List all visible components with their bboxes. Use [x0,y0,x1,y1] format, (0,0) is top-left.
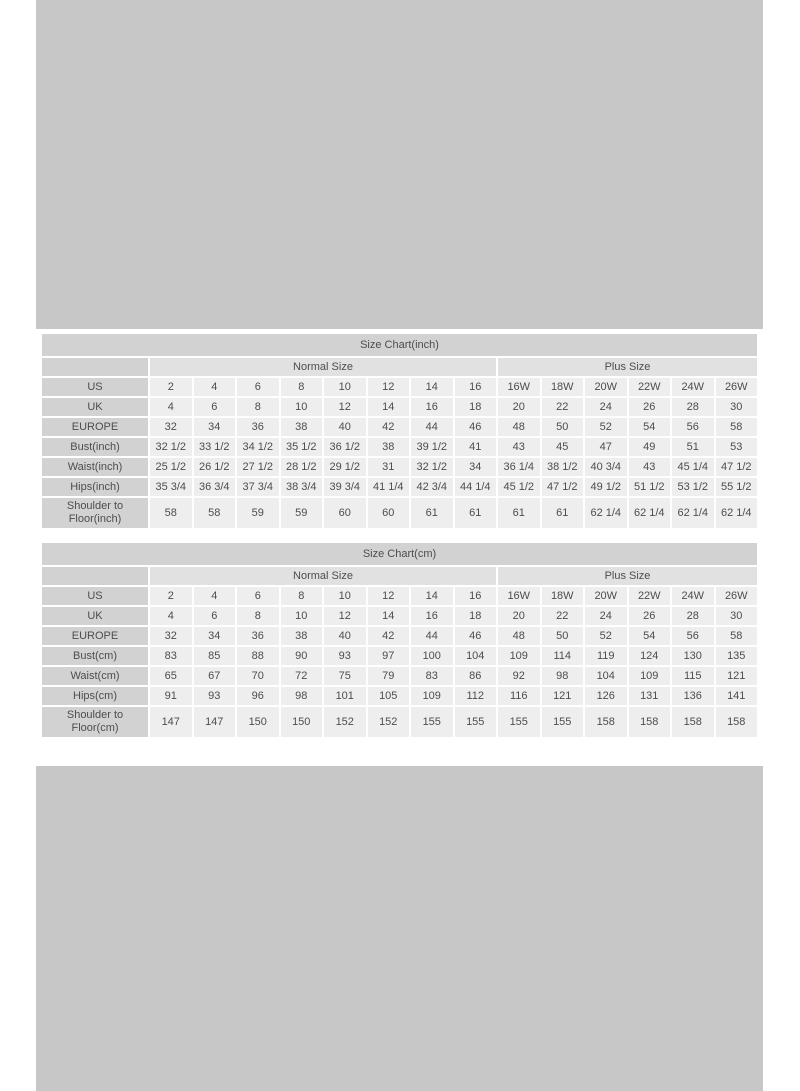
row-label-cell: UK [42,607,148,625]
row-label-cell: EUROPE [42,418,148,436]
size-value-cell: 109 [629,667,671,685]
size-value-cell: 36 [237,627,279,645]
size-value-cell: 119 [585,647,627,665]
table-title-row [42,334,757,356]
size-value-cell: 47 1/2 [716,458,758,476]
size-value-cell: 48 [498,627,540,645]
size-value-cell: 16 [411,607,453,625]
size-value-cell: 44 [411,627,453,645]
size-value-cell: 36 [237,418,279,436]
size-value-cell: 31 [368,458,410,476]
size-chart-panel [36,329,763,766]
size-value-cell: 28 [672,398,714,416]
size-value-cell: 48 [498,418,540,436]
size-value-cell: 75 [324,667,366,685]
size-value-cell: 104 [455,647,497,665]
size-value-cell: 49 1/2 [585,478,627,496]
size-value-cell: 16W [498,587,540,605]
size-value-cell: 10 [324,378,366,396]
table-row [42,587,757,605]
size-value-cell: 150 [281,707,323,737]
size-value-cell: 18 [455,398,497,416]
size-value-cell: 30 [716,398,758,416]
table-row [42,438,757,456]
size-value-cell: 40 [324,418,366,436]
group-header-cell: Plus Size [498,567,757,585]
size-value-cell: 46 [455,627,497,645]
size-value-cell: 37 3/4 [237,478,279,496]
size-value-cell: 26W [716,587,758,605]
size-value-cell: 51 [672,438,714,456]
size-value-cell: 4 [150,398,192,416]
size-value-cell: 52 [585,627,627,645]
size-value-cell: 44 1/4 [455,478,497,496]
size-value-cell: 14 [411,587,453,605]
size-value-cell: 115 [672,667,714,685]
size-value-cell: 61 [498,498,540,528]
size-value-cell: 45 [542,438,584,456]
size-value-cell: 26 1/2 [194,458,236,476]
size-value-cell: 16W [498,378,540,396]
size-value-cell: 83 [411,667,453,685]
size-value-cell: 155 [498,707,540,737]
size-value-cell: 47 [585,438,627,456]
size-value-cell: 10 [281,398,323,416]
size-value-cell: 20 [498,398,540,416]
size-value-cell: 147 [150,707,192,737]
row-label-cell: Waist(inch) [42,458,148,476]
size-value-cell: 49 [629,438,671,456]
size-value-cell: 35 1/2 [281,438,323,456]
size-chart-inch-table [40,332,759,530]
row-label-cell: Hips(inch) [42,478,148,496]
size-value-cell: 30 [716,607,758,625]
size-value-cell: 36 3/4 [194,478,236,496]
group-header-cell: Normal Size [150,358,496,376]
size-value-cell: 2 [150,587,192,605]
size-value-cell: 16 [411,398,453,416]
size-value-cell: 105 [368,687,410,705]
size-value-cell: 104 [585,667,627,685]
row-label-cell: Waist(cm) [42,667,148,685]
size-value-cell: 62 1/4 [585,498,627,528]
size-value-cell: 26W [716,378,758,396]
size-value-cell: 41 [455,438,497,456]
size-value-cell: 6 [237,378,279,396]
size-chart-cm-table [40,541,759,739]
row-label-cell: US [42,587,148,605]
size-value-cell: 54 [629,627,671,645]
size-value-cell: 8 [281,378,323,396]
size-value-cell: 25 1/2 [150,458,192,476]
size-value-cell: 39 3/4 [324,478,366,496]
size-value-cell: 18W [542,378,584,396]
size-value-cell: 85 [194,647,236,665]
size-value-cell: 12 [368,378,410,396]
size-value-cell: 20 [498,607,540,625]
size-value-cell: 88 [237,647,279,665]
size-value-cell: 36 1/2 [324,438,366,456]
group-header-cell: Plus Size [498,358,757,376]
size-value-cell: 38 [281,418,323,436]
size-value-cell: 33 1/2 [194,438,236,456]
table-row [42,707,757,737]
size-value-cell: 38 3/4 [281,478,323,496]
group-header-row [42,567,757,585]
size-value-cell: 121 [716,667,758,685]
size-value-cell: 34 [194,418,236,436]
table-row [42,498,757,528]
size-value-cell: 22W [629,587,671,605]
size-value-cell: 22 [542,607,584,625]
size-value-cell: 26 [629,398,671,416]
size-value-cell: 4 [150,607,192,625]
row-label-cell: Shoulder to Floor(cm) [42,707,148,737]
size-value-cell: 18W [542,587,584,605]
size-value-cell: 14 [368,607,410,625]
size-value-cell: 24 [585,398,627,416]
table-title-row [42,543,757,565]
size-value-cell: 83 [150,647,192,665]
size-value-cell: 62 1/4 [672,498,714,528]
size-value-cell: 65 [150,667,192,685]
size-value-cell: 12 [324,607,366,625]
size-value-cell: 40 3/4 [585,458,627,476]
size-value-cell: 32 [150,627,192,645]
group-blank-cell [42,358,148,376]
size-value-cell: 130 [672,647,714,665]
size-value-cell: 4 [194,378,236,396]
size-value-cell: 98 [542,667,584,685]
size-value-cell: 44 [411,418,453,436]
size-value-cell: 10 [324,587,366,605]
table-title: Size Chart(inch) [42,334,757,356]
size-value-cell: 72 [281,667,323,685]
size-value-cell: 58 [716,418,758,436]
size-value-cell: 12 [324,398,366,416]
size-value-cell: 51 1/2 [629,478,671,496]
size-value-cell: 101 [324,687,366,705]
size-value-cell: 96 [237,687,279,705]
group-header-cell: Normal Size [150,567,496,585]
size-value-cell: 4 [194,587,236,605]
table-row [42,667,757,685]
size-value-cell: 93 [194,687,236,705]
size-value-cell: 43 [498,438,540,456]
size-value-cell: 39 1/2 [411,438,453,456]
row-label-cell: Bust(inch) [42,438,148,456]
size-value-cell: 50 [542,418,584,436]
table-row [42,458,757,476]
size-value-cell: 28 1/2 [281,458,323,476]
size-value-cell: 26 [629,607,671,625]
row-label-cell: Shoulder to Floor(inch) [42,498,148,528]
size-value-cell: 8 [237,398,279,416]
table-row [42,647,757,665]
size-value-cell: 29 1/2 [324,458,366,476]
size-value-cell: 38 [281,627,323,645]
size-value-cell: 158 [672,707,714,737]
size-value-cell: 91 [150,687,192,705]
size-value-cell: 24W [672,587,714,605]
table-row [42,398,757,416]
size-value-cell: 136 [672,687,714,705]
size-value-cell: 36 1/4 [498,458,540,476]
size-value-cell: 22 [542,398,584,416]
size-value-cell: 6 [194,607,236,625]
size-value-cell: 32 1/2 [150,438,192,456]
size-value-cell: 16 [455,378,497,396]
size-value-cell: 86 [455,667,497,685]
size-value-cell: 124 [629,647,671,665]
size-value-cell: 97 [368,647,410,665]
size-value-cell: 34 [455,458,497,476]
size-value-cell: 18 [455,607,497,625]
size-value-cell: 20W [585,587,627,605]
row-label-cell: US [42,378,148,396]
size-value-cell: 158 [629,707,671,737]
size-value-cell: 61 [542,498,584,528]
table-row [42,627,757,645]
size-value-cell: 114 [542,647,584,665]
size-value-cell: 141 [716,687,758,705]
size-value-cell: 24 [585,607,627,625]
size-chart-image-background [36,0,763,1091]
size-value-cell: 61 [411,498,453,528]
size-value-cell: 22W [629,378,671,396]
size-value-cell: 42 [368,627,410,645]
size-value-cell: 43 [629,458,671,476]
size-value-cell: 109 [411,687,453,705]
size-value-cell: 14 [411,378,453,396]
size-value-cell: 58 [150,498,192,528]
size-value-cell: 67 [194,667,236,685]
row-label-cell: Hips(cm) [42,687,148,705]
size-value-cell: 24W [672,378,714,396]
size-value-cell: 60 [368,498,410,528]
size-value-cell: 70 [237,667,279,685]
table-row [42,607,757,625]
size-value-cell: 34 [194,627,236,645]
size-value-cell: 46 [455,418,497,436]
size-value-cell: 32 [150,418,192,436]
size-value-cell: 56 [672,627,714,645]
size-value-cell: 92 [498,667,540,685]
size-value-cell: 58 [194,498,236,528]
size-value-cell: 109 [498,647,540,665]
size-value-cell: 38 [368,438,410,456]
size-value-cell: 28 [672,607,714,625]
size-value-cell: 53 [716,438,758,456]
table-row [42,418,757,436]
size-value-cell: 10 [281,607,323,625]
size-value-cell: 54 [629,418,671,436]
size-value-cell: 152 [368,707,410,737]
size-value-cell: 14 [368,398,410,416]
size-value-cell: 47 1/2 [542,478,584,496]
size-value-cell: 59 [237,498,279,528]
size-value-cell: 12 [368,587,410,605]
size-value-cell: 56 [672,418,714,436]
size-value-cell: 55 1/2 [716,478,758,496]
table-row [42,687,757,705]
size-value-cell: 62 1/4 [716,498,758,528]
size-value-cell: 58 [716,627,758,645]
table-title: Size Chart(cm) [42,543,757,565]
group-blank-cell [42,567,148,585]
size-value-cell: 126 [585,687,627,705]
size-value-cell: 79 [368,667,410,685]
size-value-cell: 35 3/4 [150,478,192,496]
size-value-cell: 98 [281,687,323,705]
size-value-cell: 93 [324,647,366,665]
size-value-cell: 42 3/4 [411,478,453,496]
size-value-cell: 112 [455,687,497,705]
size-value-cell: 147 [194,707,236,737]
size-value-cell: 8 [281,587,323,605]
size-value-cell: 8 [237,607,279,625]
size-value-cell: 41 1/4 [368,478,410,496]
size-value-cell: 53 1/2 [672,478,714,496]
row-label-cell: EUROPE [42,627,148,645]
size-value-cell: 34 1/2 [237,438,279,456]
size-value-cell: 20W [585,378,627,396]
row-label-cell: UK [42,398,148,416]
size-value-cell: 155 [542,707,584,737]
table-row [42,378,757,396]
size-value-cell: 45 1/4 [672,458,714,476]
size-value-cell: 45 1/2 [498,478,540,496]
size-value-cell: 116 [498,687,540,705]
size-value-cell: 155 [455,707,497,737]
size-value-cell: 155 [411,707,453,737]
size-value-cell: 38 1/2 [542,458,584,476]
size-value-cell: 6 [237,587,279,605]
size-value-cell: 90 [281,647,323,665]
size-value-cell: 150 [237,707,279,737]
size-value-cell: 40 [324,627,366,645]
size-value-cell: 62 1/4 [629,498,671,528]
size-value-cell: 100 [411,647,453,665]
row-label-cell: Bust(cm) [42,647,148,665]
group-header-row [42,358,757,376]
size-value-cell: 59 [281,498,323,528]
size-value-cell: 42 [368,418,410,436]
size-value-cell: 158 [585,707,627,737]
size-value-cell: 60 [324,498,366,528]
table-row [42,478,757,496]
size-value-cell: 32 1/2 [411,458,453,476]
size-value-cell: 2 [150,378,192,396]
size-value-cell: 61 [455,498,497,528]
size-value-cell: 152 [324,707,366,737]
size-value-cell: 135 [716,647,758,665]
size-value-cell: 52 [585,418,627,436]
size-value-cell: 16 [455,587,497,605]
size-value-cell: 6 [194,398,236,416]
size-value-cell: 50 [542,627,584,645]
size-value-cell: 158 [716,707,758,737]
size-value-cell: 121 [542,687,584,705]
size-value-cell: 131 [629,687,671,705]
size-value-cell: 27 1/2 [237,458,279,476]
